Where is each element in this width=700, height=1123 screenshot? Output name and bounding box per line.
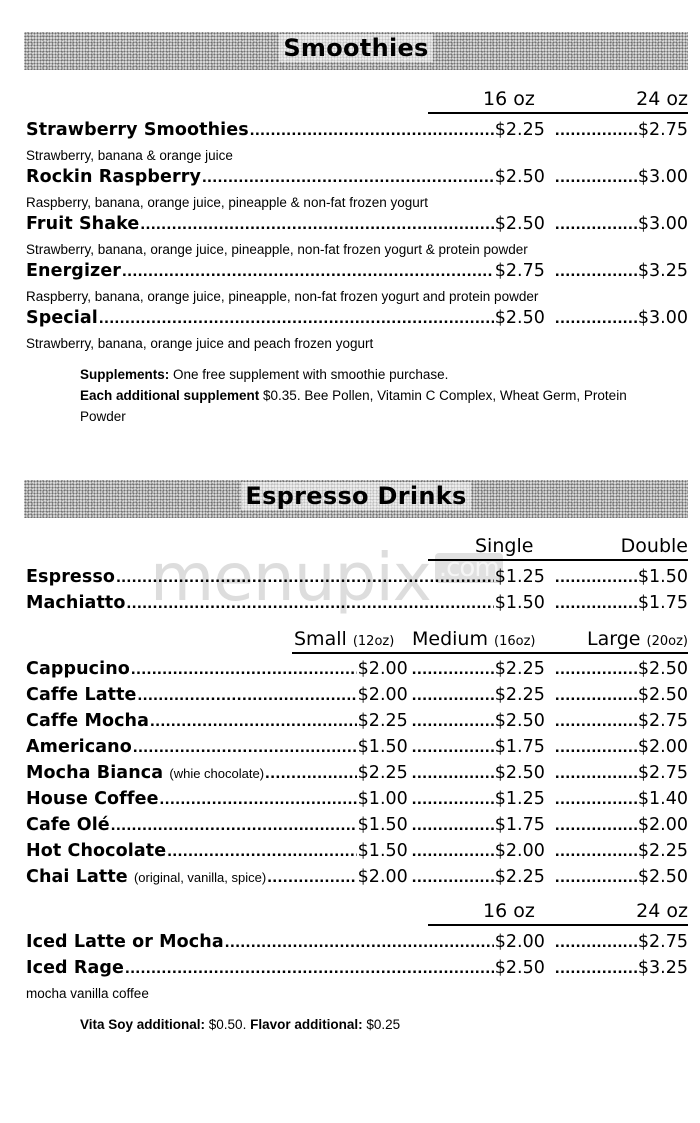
item-name-text: House Coffee [26,789,159,809]
item-name: Special [26,308,98,328]
item-name [26,815,110,835]
leader-dots [555,308,637,328]
supplements-text: One free supplement with smoothie purchase. [169,367,449,382]
price-small: $2.25 [357,763,408,783]
item-name-text: Chai Latte [26,867,128,887]
price-second: $3.25 [637,958,688,978]
price-first: $2.50 [494,308,545,328]
price-first: $1.25 [494,567,545,587]
leader-dots [555,593,637,613]
item-name: Espresso [26,567,116,587]
add-ons-note [80,1014,640,1035]
size-large-label: Large [587,628,641,650]
item-name-text: Cappucino [26,659,130,679]
price-second: $3.25 [637,261,688,281]
item-name [26,763,264,783]
leader-dots [555,958,637,978]
item-name-text: Hot Chocolate [26,841,167,861]
price-first: $2.25 [494,120,545,140]
item-name-text: Mocha Bianca [26,763,164,783]
iced-size-24oz: 24 oz [636,900,688,922]
leader-dots [225,932,494,952]
supplements-label: Supplements: [80,367,170,382]
size-small [294,628,394,650]
item-note: (original, vanilla, spice) [133,870,267,885]
leader-dots [116,567,494,587]
price-medium: $1.25 [494,789,545,809]
watermark-suffix: .com [435,553,503,583]
leader-dots [555,120,637,140]
item-name: Fruit Shake [26,214,140,234]
leader-dots [167,841,356,861]
menu-item-strawberry-smoothies [26,120,688,144]
price-small: $1.00 [357,789,408,809]
menu-item-caffe-latte [26,685,688,709]
size-small-label: Small [294,628,347,650]
price-small: $2.00 [357,685,408,705]
item-description: Strawberry, banana, orange juice and peach frozen yogurt [26,336,374,351]
leader-dots [412,737,494,757]
leader-dots [555,737,637,757]
item-name [26,659,130,679]
leader-dots [412,763,494,783]
menu-item-mocha-bianca [26,763,688,787]
price-medium: $2.25 [494,685,545,705]
smoothies-title: Smoothies [279,34,432,62]
item-name-text: Cafe Olé [26,815,110,835]
price-first: $2.00 [494,932,545,952]
item-name [26,867,266,887]
leader-dots [133,737,357,757]
price-small: $1.50 [357,815,408,835]
additional-supplement-label: Each additional supplement [80,388,260,403]
item-name: Rockin Raspberry [26,167,201,187]
leader-dots [555,763,637,783]
price-large: $2.75 [637,711,688,731]
price-second: $1.50 [637,567,688,587]
price-large: $2.25 [637,841,688,861]
leader-dots [111,815,357,835]
leader-dots [250,120,494,140]
item-name: Machiatto [26,593,126,613]
leader-dots [412,867,494,887]
price-small: $1.50 [357,841,408,861]
menu-item-energizer [26,261,688,285]
price-first: $2.75 [494,261,545,281]
price-large: $1.40 [637,789,688,809]
item-description: Raspberry, banana, orange juice, pineapple, non-fat frozen yogurt and protein powder [26,289,539,304]
leader-dots [555,214,637,234]
leader-dots [555,167,637,187]
price-large: $2.50 [637,867,688,887]
menu-item-espresso [26,567,688,591]
item-name [26,685,137,705]
smoothies-size-header [428,86,688,114]
leader-dots [555,932,637,952]
espresso-title: Espresso Drinks [241,482,470,510]
price-medium: $2.50 [494,711,545,731]
size-medium-label: Medium [412,628,488,650]
vita-soy-label: Vita Soy additional: [80,1017,206,1032]
price-medium: $2.25 [494,659,545,679]
item-name-text: Caffe Latte [26,685,137,705]
item-note: (whie chocolate) [169,766,265,781]
size-small-oz: (12oz) [352,634,395,649]
iced-size-16oz: 16 oz [483,900,535,922]
item-name [26,789,159,809]
leader-dots [202,167,494,187]
price-second: $2.75 [637,120,688,140]
item-name-text: Caffe Mocha [26,711,150,731]
price-large: $2.50 [637,659,688,679]
supplements-note [80,364,640,427]
leader-dots [555,841,637,861]
menu-item-iced-latte [26,932,688,956]
menu-item-cafe-ole [26,815,688,839]
leader-dots [555,815,637,835]
espresso-size-header [292,626,688,654]
price-second: $3.00 [637,167,688,187]
leader-dots [555,789,637,809]
leader-dots [140,214,493,234]
item-description: Raspberry, banana, orange juice, pineapple & non-fat frozen yogurt [26,195,429,210]
leader-dots [555,261,637,281]
menu-item-fruit-shake [26,214,688,238]
leader-dots [555,867,637,887]
leader-dots [412,659,494,679]
price-medium: $2.50 [494,763,545,783]
menu-item-chai-latte [26,867,688,891]
menu-item-caffe-mocha [26,711,688,735]
menu-item-hot-chocolate [26,841,688,865]
price-first: $2.50 [494,167,545,187]
shot-single: Single [475,535,534,557]
flavor-price: $0.25 [362,1017,401,1032]
leader-dots [138,685,357,705]
price-large: $2.00 [637,815,688,835]
menu-item-machiatto [26,593,688,617]
vita-soy-price: $0.50. [205,1017,247,1032]
item-name [26,711,149,731]
menu-item-rockin-raspberry [26,167,688,191]
price-large: $2.50 [637,685,688,705]
espresso-banner [24,480,688,518]
price-small: $2.00 [357,867,408,887]
item-name: Iced Rage [26,958,124,978]
price-first: $1.50 [494,593,545,613]
leader-dots [412,841,494,861]
leader-dots [122,261,494,281]
leader-dots [160,789,357,809]
leader-dots [555,685,637,705]
leader-dots [99,308,494,328]
smoothies-size-16oz: 16 oz [483,88,535,110]
price-small: $1.50 [357,737,408,757]
size-medium [412,628,536,650]
item-description: Strawberry, banana & orange juice [26,148,233,163]
item-name: Iced Latte or Mocha [26,932,224,952]
price-small: $2.00 [357,659,408,679]
leader-dots [131,659,357,679]
leader-dots [412,815,494,835]
leader-dots [412,789,494,809]
leader-dots [267,867,356,887]
leader-dots [150,711,357,731]
price-second: $3.00 [637,308,688,328]
price-medium: $1.75 [494,737,545,757]
item-name [26,841,166,861]
item-name: Strawberry Smoothies [26,120,249,140]
leader-dots [127,593,494,613]
leader-dots [555,711,637,731]
menu-item-house-coffee [26,789,688,813]
leader-dots [555,659,637,679]
price-first: $2.50 [494,214,545,234]
leader-dots [412,685,494,705]
leader-dots [555,567,637,587]
smoothies-size-24oz: 24 oz [636,88,688,110]
size-large [587,628,688,650]
menu-item-iced-rage [26,958,688,982]
price-large: $2.75 [637,763,688,783]
smoothies-banner [24,32,688,70]
watermark-text: menupix [150,539,431,616]
price-second: $1.75 [637,593,688,613]
price-medium: $2.25 [494,867,545,887]
price-medium: $2.00 [494,841,545,861]
price-small: $2.25 [357,711,408,731]
price-medium: $1.75 [494,815,545,835]
shot-double: Double [620,535,688,557]
item-name [26,737,132,757]
menu-item-special [26,308,688,332]
iced-size-header [428,898,688,926]
size-medium-oz: (16oz) [494,634,536,649]
flavor-label: Flavor additional: [250,1017,363,1032]
item-name: Energizer [26,261,122,281]
leader-dots [412,711,494,731]
price-second: $3.00 [637,214,688,234]
leader-dots [125,958,494,978]
price-first: $2.50 [494,958,545,978]
item-description: Strawberry, banana, orange juice, pineapple, non-fat frozen yogurt & protein powder [26,242,528,257]
price-large: $2.00 [637,737,688,757]
price-second: $2.75 [637,932,688,952]
menu-item-cappucino [26,659,688,683]
menu-item-americano [26,737,688,761]
espresso-shot-header [428,533,688,561]
item-name-text: Americano [26,737,132,757]
size-large-oz: (20oz) [646,634,688,649]
leader-dots [265,763,357,783]
additional-supplement-text: $0.35. Bee Pollen, Vitamin C Complex, Wheat Germ, Protein Powder [80,388,627,424]
iced-rage-description: mocha vanilla coffee [26,986,149,1001]
